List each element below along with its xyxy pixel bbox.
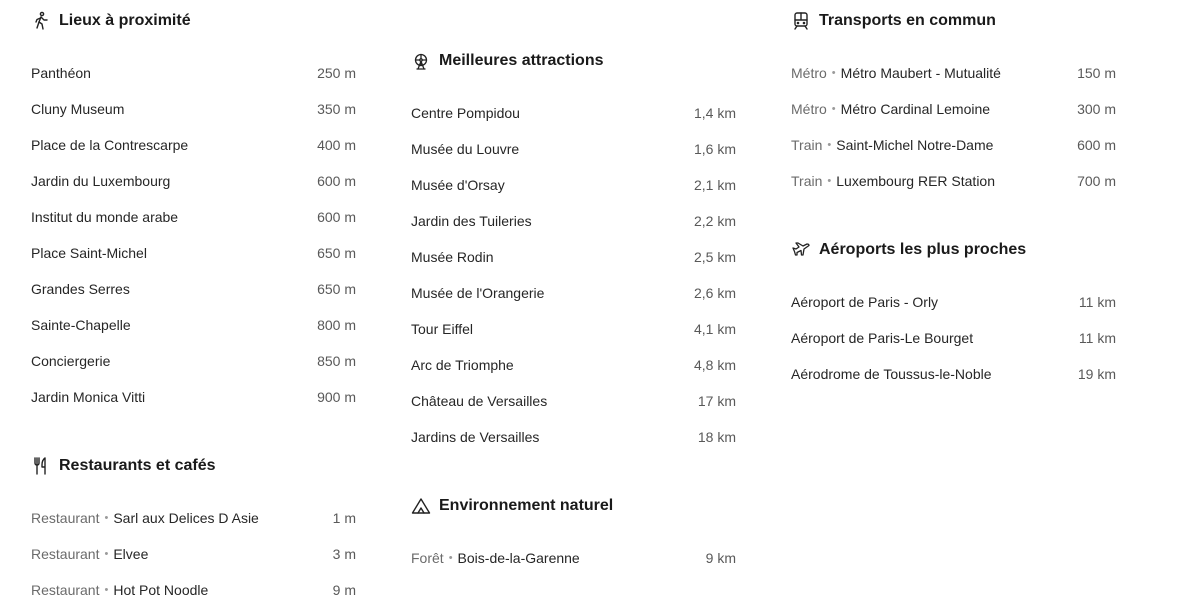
- list-item[interactable]: [31, 199, 356, 235]
- item-distance: 350 m: [317, 101, 356, 117]
- column-middle: [411, 40, 736, 576]
- item-name: Elvee: [113, 546, 149, 562]
- item-name: Bois-de-la-Garenne: [457, 550, 580, 566]
- item-label-group: [31, 317, 131, 333]
- item-name: Jardin du Luxembourg: [31, 173, 171, 189]
- item-category: Métro: [791, 101, 827, 117]
- item-label-group: [31, 281, 130, 297]
- item-name: Métro Cardinal Lemoine: [840, 101, 991, 117]
- list-item[interactable]: [411, 275, 736, 311]
- nature-section: [411, 494, 736, 576]
- list-item[interactable]: [411, 239, 736, 275]
- column-left: [31, 0, 356, 608]
- item-name: Musée du Louvre: [411, 141, 520, 157]
- item-name: Jardin des Tuileries: [411, 213, 532, 229]
- item-label-group: [791, 330, 973, 346]
- separator-dot: •: [104, 584, 109, 596]
- item-distance: 150 m: [1077, 65, 1116, 81]
- restaurants-title: Restaurants et cafés: [59, 457, 216, 474]
- train-icon: [791, 11, 811, 31]
- item-distance: 11 km: [1078, 294, 1116, 310]
- item-label-group: [411, 213, 532, 229]
- item-label-group: [31, 65, 91, 81]
- item-distance: 600 m: [317, 173, 356, 189]
- item-name: Conciergerie: [31, 353, 111, 369]
- item-category: Train: [791, 137, 823, 153]
- item-name: Musée Rodin: [411, 249, 494, 265]
- item-name: Grandes Serres: [31, 281, 130, 297]
- item-label-group: [31, 209, 178, 225]
- restaurants-section: [31, 454, 356, 608]
- item-name: Jardin Monica Vitti: [31, 389, 146, 405]
- item-distance: 300 m: [1077, 101, 1116, 117]
- item-label-group: [791, 173, 995, 189]
- item-label-group: [31, 101, 124, 117]
- airports-header: [791, 238, 1116, 262]
- item-label-group: [411, 550, 580, 566]
- item-distance: 17 km: [697, 393, 736, 409]
- item-name: Aéroport de Paris-Le Bourget: [791, 330, 974, 346]
- airports-list: [791, 284, 1116, 392]
- list-item[interactable]: [31, 536, 356, 572]
- transport-list: [791, 55, 1116, 199]
- item-distance: 9 m: [332, 582, 356, 598]
- list-item[interactable]: [411, 311, 736, 347]
- item-distance: 4,1 km: [693, 321, 736, 337]
- transport-title: Transports en commun: [819, 12, 996, 29]
- list-item[interactable]: [31, 55, 356, 91]
- item-name: Aéroport de Paris - Orly: [791, 294, 939, 310]
- item-distance: 4,8 km: [693, 357, 736, 373]
- item-label-group: [31, 173, 170, 189]
- item-distance: 9 km: [705, 550, 736, 566]
- transport-section: [791, 9, 1116, 199]
- mountain-icon: [411, 496, 431, 516]
- item-label-group: [791, 137, 993, 153]
- item-distance: 250 m: [317, 65, 356, 81]
- item-label-group: [31, 582, 208, 598]
- list-item[interactable]: [31, 91, 356, 127]
- item-label-group: [411, 141, 519, 157]
- item-name: Place Saint-Michel: [31, 245, 147, 261]
- list-item[interactable]: [31, 500, 356, 536]
- item-label-group: [411, 429, 539, 445]
- item-label-group: [411, 177, 505, 193]
- item-category: Restaurant: [31, 546, 100, 562]
- item-name: Château de Versailles: [411, 393, 548, 409]
- nearby-section: [31, 9, 356, 415]
- attractions-list: [411, 95, 736, 455]
- nearby-title: Lieux à proximité: [59, 12, 191, 29]
- item-distance: 400 m: [317, 137, 356, 153]
- item-distance: 600 m: [1077, 137, 1116, 153]
- list-item[interactable]: [791, 356, 1116, 392]
- attractions-title: Meilleures attractions: [439, 52, 604, 69]
- walking-person-icon: [31, 11, 51, 31]
- item-name: Panthéon: [31, 65, 91, 81]
- item-distance: 2,6 km: [693, 285, 736, 301]
- item-distance: 800 m: [317, 317, 356, 333]
- item-name: Musée d'Orsay: [411, 177, 505, 193]
- list-item[interactable]: [31, 343, 356, 379]
- list-item[interactable]: [791, 127, 1116, 163]
- item-label-group: [791, 294, 938, 310]
- item-distance: 850 m: [317, 353, 356, 369]
- item-label-group: [791, 101, 990, 117]
- item-name: Arc de Triomphe: [411, 357, 514, 373]
- item-distance: 2,5 km: [693, 249, 736, 265]
- airports-title: Aéroports les plus proches: [819, 241, 1027, 258]
- item-label-group: [31, 353, 110, 369]
- item-name: Musée de l'Orangerie: [411, 285, 545, 301]
- list-item[interactable]: [411, 95, 736, 131]
- list-item[interactable]: [411, 419, 736, 455]
- item-name: Hot Pot Noodle: [113, 582, 209, 598]
- item-label-group: [791, 366, 992, 382]
- list-item[interactable]: [791, 284, 1116, 320]
- item-label-group: [411, 321, 473, 337]
- list-item[interactable]: [411, 540, 736, 576]
- nature-header: [411, 494, 736, 518]
- list-item[interactable]: [411, 131, 736, 167]
- item-name: Institut du monde arabe: [31, 209, 179, 225]
- list-item[interactable]: [31, 379, 356, 415]
- item-name: Place de la Contrescarpe: [31, 137, 189, 153]
- ferris-wheel-icon: [411, 51, 431, 71]
- item-name: Métro Maubert - Mutualité: [840, 65, 1001, 81]
- list-item[interactable]: [791, 55, 1116, 91]
- item-label-group: [411, 249, 494, 265]
- item-label-group: [31, 546, 148, 562]
- list-item[interactable]: [31, 235, 356, 271]
- item-name: Luxembourg RER Station: [836, 173, 996, 189]
- separator-dot: •: [448, 552, 453, 564]
- list-item[interactable]: [411, 347, 736, 383]
- item-distance: 2,2 km: [693, 213, 736, 229]
- list-item[interactable]: [31, 127, 356, 163]
- attractions-section: [411, 49, 736, 455]
- list-item[interactable]: [791, 163, 1116, 199]
- restaurants-header: [31, 454, 356, 478]
- item-distance: 1,6 km: [693, 141, 736, 157]
- item-name: Sainte-Chapelle: [31, 317, 131, 333]
- item-label-group: [411, 393, 547, 409]
- airports-section: [791, 238, 1116, 392]
- list-item[interactable]: [411, 167, 736, 203]
- item-name: Aérodrome de Toussus-le-Noble: [791, 366, 992, 382]
- list-item[interactable]: [411, 203, 736, 239]
- separator-dot: •: [831, 67, 836, 79]
- nearby-list: [31, 55, 356, 415]
- separator-dot: •: [104, 548, 109, 560]
- item-label-group: [411, 285, 544, 301]
- fork-knife-icon: [31, 456, 51, 476]
- item-distance: 18 km: [697, 429, 736, 445]
- airplane-icon: [791, 240, 811, 260]
- item-category: Restaurant: [31, 510, 100, 526]
- item-distance: 600 m: [317, 209, 356, 225]
- item-category: Train: [791, 173, 823, 189]
- item-label-group: [411, 357, 514, 373]
- list-item[interactable]: [411, 383, 736, 419]
- separator-dot: •: [104, 512, 109, 524]
- nature-title: Environnement naturel: [439, 497, 614, 514]
- item-label-group: [31, 137, 188, 153]
- item-name: Cluny Museum: [31, 101, 125, 117]
- list-item[interactable]: [31, 307, 356, 343]
- item-distance: 650 m: [317, 281, 356, 297]
- list-item[interactable]: [791, 91, 1116, 127]
- item-label-group: [791, 65, 1001, 81]
- attractions-header: [411, 49, 736, 73]
- list-item[interactable]: [791, 320, 1116, 356]
- item-category: Forêt: [411, 550, 444, 566]
- item-category: Métro: [791, 65, 827, 81]
- item-name: Jardins de Versailles: [411, 429, 540, 445]
- item-distance: 900 m: [317, 389, 356, 405]
- list-item[interactable]: [31, 271, 356, 307]
- separator-dot: •: [827, 139, 832, 151]
- item-name: Tour Eiffel: [411, 321, 473, 337]
- separator-dot: •: [827, 175, 832, 187]
- separator-dot: •: [831, 103, 836, 115]
- item-distance: 650 m: [317, 245, 356, 261]
- restaurants-list: [31, 500, 356, 608]
- item-category: Restaurant: [31, 582, 100, 598]
- item-label-group: [31, 245, 147, 261]
- item-distance: 1 m: [332, 510, 356, 526]
- item-distance: 2,1 km: [693, 177, 736, 193]
- item-distance: 3 m: [332, 546, 356, 562]
- item-name: Sarl aux Delices D Asie: [113, 510, 259, 526]
- item-name: Saint-Michel Notre-Dame: [836, 137, 994, 153]
- item-distance: 19 km: [1077, 366, 1116, 382]
- list-item[interactable]: [31, 572, 356, 608]
- item-label-group: [31, 510, 259, 526]
- item-name: Centre Pompidou: [411, 105, 520, 121]
- item-label-group: [411, 105, 520, 121]
- list-item[interactable]: [31, 163, 356, 199]
- nature-list: [411, 540, 736, 576]
- item-distance: 11 km: [1078, 330, 1116, 346]
- transport-header: [791, 9, 1116, 33]
- item-distance: 700 m: [1077, 173, 1116, 189]
- nearby-header: [31, 9, 356, 33]
- item-label-group: [31, 389, 145, 405]
- column-right: [791, 0, 1116, 392]
- item-distance: 1,4 km: [693, 105, 736, 121]
